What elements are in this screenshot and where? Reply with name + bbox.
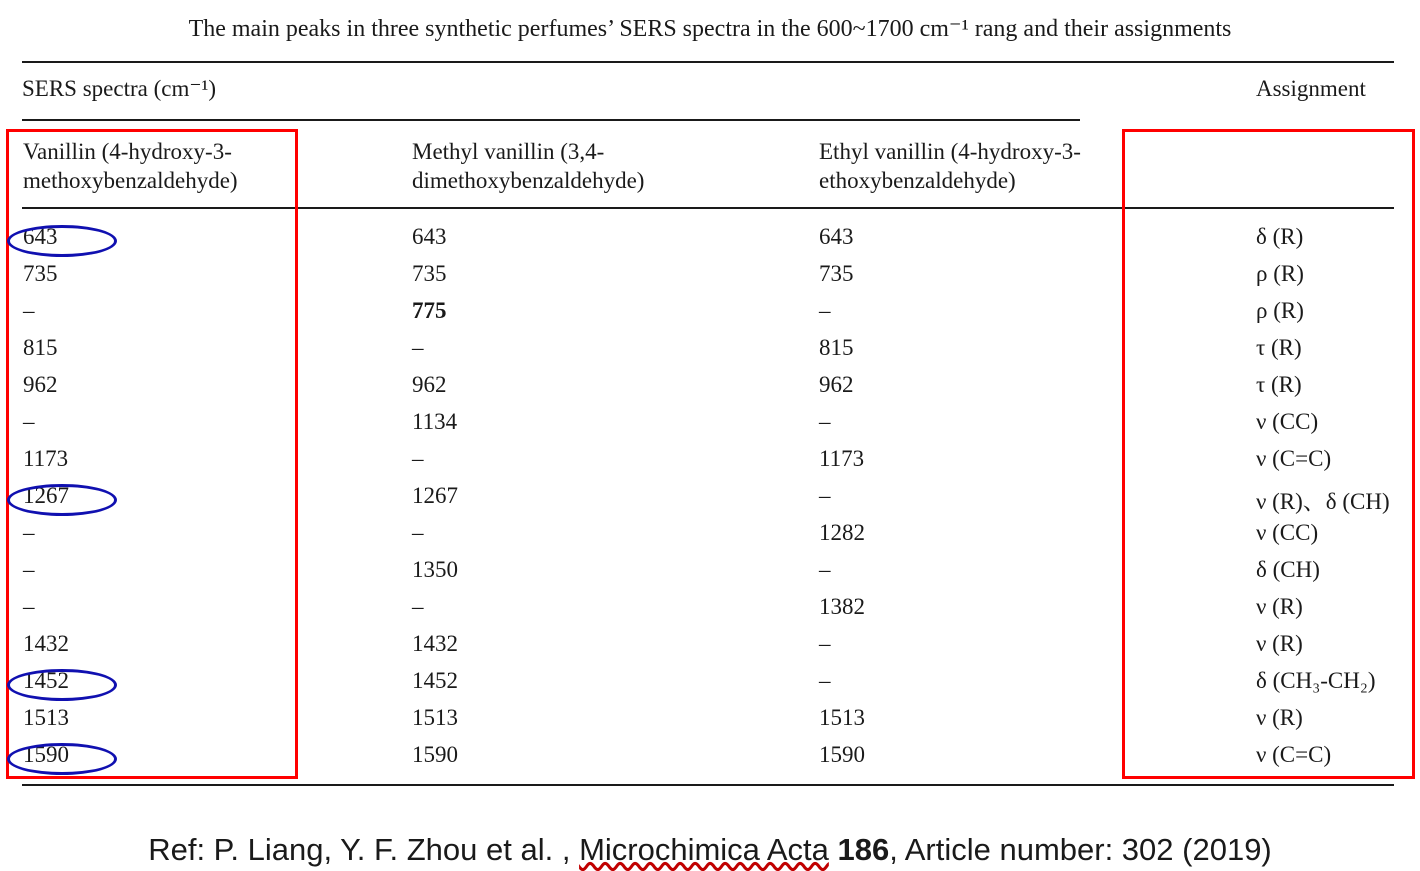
- cell-methyl-vanillin: 1513: [412, 705, 458, 730]
- circle-annotation: [7, 225, 117, 257]
- column-header-line: Vanillin (4-hydroxy-3-: [23, 139, 232, 164]
- cell-vanillin: –: [23, 409, 35, 434]
- circle-annotation: [7, 484, 117, 516]
- cell-methyl-vanillin: 643: [412, 224, 447, 249]
- reference-line: [0, 832, 1420, 868]
- cell-vanillin: 815: [23, 335, 58, 360]
- reference-journal: Microchimica Acta: [579, 832, 829, 867]
- assignment-header: Assignment: [1256, 76, 1366, 101]
- cell-vanillin: –: [23, 298, 35, 323]
- sers-spectra-header: SERS spectra (cm⁻¹): [22, 76, 217, 101]
- cell-assignment: ν (R): [1256, 631, 1303, 656]
- cell-methyl-vanillin: –: [412, 520, 424, 545]
- cell-assignment: δ (CH): [1256, 557, 1320, 582]
- cell-ethyl-vanillin: 735: [819, 261, 854, 286]
- reference-volume: 186: [837, 832, 890, 867]
- cell-assignment: ν (C=C): [1256, 742, 1332, 767]
- cell-ethyl-vanillin: 1513: [819, 705, 865, 730]
- cell-vanillin: 1173: [23, 446, 69, 471]
- cell-ethyl-vanillin: –: [819, 483, 831, 508]
- cell-assignment: ν (C=C): [1256, 446, 1332, 471]
- assignment-highlight-box: [1122, 129, 1415, 779]
- cell-ethyl-vanillin: –: [819, 409, 831, 434]
- circle-annotation: [7, 669, 117, 701]
- cell-vanillin: 1513: [23, 705, 69, 730]
- cell-assignment: ν (CC): [1256, 409, 1319, 434]
- cell-vanillin: 1590: [23, 742, 69, 767]
- cell-ethyl-vanillin: 643: [819, 224, 854, 249]
- cell-vanillin: 1267: [23, 483, 69, 508]
- cell-assignment: ν (R): [1256, 705, 1303, 730]
- reference-suffix: , Article number: 302 (2019): [889, 832, 1272, 867]
- circle-annotation: [7, 743, 117, 775]
- cell-vanillin: 643: [23, 224, 58, 249]
- table-title: The main peaks in three synthetic perfumes’ SERS spectra in the 600~1700 cm⁻¹ rang and their assignments: [188, 16, 1232, 42]
- cell-assignment: ν (CC): [1256, 520, 1319, 545]
- column-header-line: dimethoxybenzaldehyde): [412, 168, 645, 193]
- column-header-ethyl-vanillin: [819, 137, 1081, 195]
- cell-methyl-vanillin: 1452: [412, 668, 458, 693]
- cell-ethyl-vanillin: –: [819, 668, 831, 693]
- cell-methyl-vanillin: 962: [412, 372, 447, 397]
- cell-vanillin: –: [23, 594, 35, 619]
- cell-methyl-vanillin: 1432: [412, 631, 458, 656]
- column-header-line: methoxybenzaldehyde): [23, 168, 238, 193]
- cell-methyl-vanillin: 775: [412, 298, 447, 323]
- cell-ethyl-vanillin: 815: [819, 335, 854, 360]
- cell-assignment: ν (R): [1256, 594, 1303, 619]
- cell-vanillin: 1452: [23, 668, 69, 693]
- cell-ethyl-vanillin: 1382: [819, 594, 865, 619]
- cell-assignment: ρ (R): [1256, 261, 1304, 286]
- cell-assignment: τ (R): [1256, 335, 1302, 360]
- cell-methyl-vanillin: 1134: [412, 409, 458, 434]
- bottom-rule: [22, 784, 1394, 786]
- cell-vanillin: 735: [23, 261, 58, 286]
- column-header-line: ethoxybenzaldehyde): [819, 168, 1016, 193]
- cell-methyl-vanillin: –: [412, 446, 424, 471]
- cell-ethyl-vanillin: 1282: [819, 520, 865, 545]
- cell-methyl-vanillin: –: [412, 594, 424, 619]
- cell-ethyl-vanillin: –: [819, 631, 831, 656]
- cell-methyl-vanillin: 735: [412, 261, 447, 286]
- column-header-line: Ethyl vanillin (4-hydroxy-3-: [819, 139, 1081, 164]
- cell-methyl-vanillin: 1590: [412, 742, 458, 767]
- cell-vanillin: –: [23, 520, 35, 545]
- cell-ethyl-vanillin: –: [819, 298, 831, 323]
- column-header-line: Methyl vanillin (3,4-: [412, 139, 605, 164]
- cell-assignment: δ (CH₃-CH₂): [1256, 668, 1376, 693]
- cell-methyl-vanillin: 1350: [412, 557, 458, 582]
- group-header-rule: [22, 119, 1080, 121]
- column-header-methyl-vanillin: [412, 137, 644, 195]
- cell-methyl-vanillin: 1267: [412, 483, 458, 508]
- cell-ethyl-vanillin: –: [819, 557, 831, 582]
- cell-vanillin: –: [23, 557, 35, 582]
- cell-assignment: δ (R): [1256, 224, 1304, 249]
- cell-vanillin: 962: [23, 372, 58, 397]
- cell-ethyl-vanillin: 1173: [819, 446, 865, 471]
- cell-assignment: ρ (R): [1256, 298, 1304, 323]
- cell-assignment: ν (R)、δ (CH): [1256, 489, 1390, 514]
- top-rule: [22, 61, 1394, 63]
- cell-ethyl-vanillin: 1590: [819, 742, 865, 767]
- cell-ethyl-vanillin: 962: [819, 372, 854, 397]
- reference-prefix: Ref: P. Liang, Y. F. Zhou et al. ,: [148, 832, 580, 867]
- cell-vanillin: 1432: [23, 631, 69, 656]
- cell-assignment: τ (R): [1256, 372, 1302, 397]
- cell-methyl-vanillin: –: [412, 335, 424, 360]
